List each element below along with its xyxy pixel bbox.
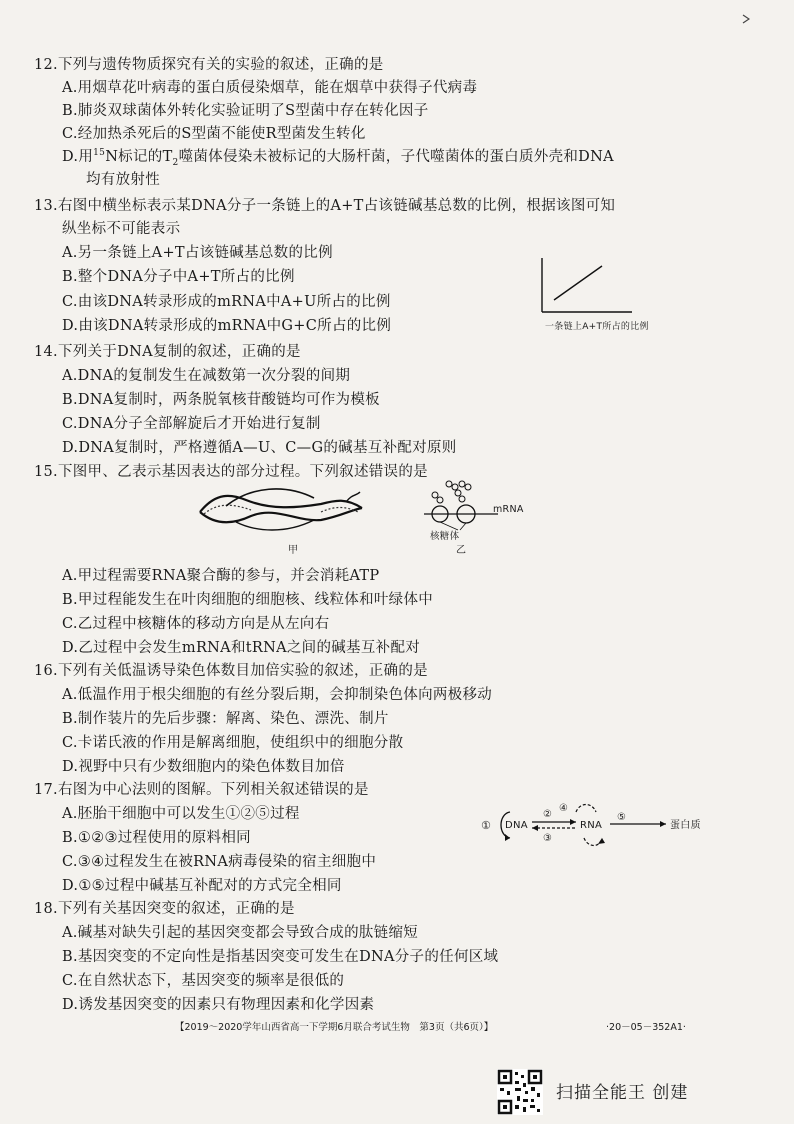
q12-option-b: B.肺炎双球菌体外转化实验证明了S型菌中存在转化因子 bbox=[62, 103, 429, 119]
q13-option-a: A.另一条链上A+T占该链碱基总数的比例 bbox=[62, 245, 333, 261]
q16-option-d: D.视野中只有少数细胞内的染色体数目加倍 bbox=[62, 759, 345, 775]
q12-d-subscript: 2 bbox=[172, 157, 179, 168]
q15-option-d: D.乙过程中会发生mRNA和tRNA之间的碱基互补配对 bbox=[62, 640, 421, 656]
q18-option-b: B.基因突变的不定向性是指基因突变可发生在DNA分子的任何区域 bbox=[62, 949, 499, 965]
q18-option-c: C.在自然状态下，基因突变的频率是很低的 bbox=[62, 973, 345, 989]
q18-option-a: A.碱基对缺失引起的基因突变都会导致合成的肽链缩短 bbox=[62, 925, 419, 941]
q16-option-b: B.制作装片的先后步骤：解离、染色、漂洗、制片 bbox=[62, 711, 389, 727]
q17-label-protein: 蛋白质 bbox=[670, 820, 701, 831]
q13-graph-xlabel: 一条链上A+T所占的比例 bbox=[545, 322, 649, 332]
q17-label-rna: RNA bbox=[580, 820, 603, 831]
q15-figure-mrna-label: mRNA bbox=[493, 504, 524, 515]
q17-label-3: ③ bbox=[543, 833, 553, 844]
q17-option-a: A.胚胎干细胞中可以发生①②⑤过程 bbox=[62, 806, 300, 822]
q15-figure-jia-transcription bbox=[196, 486, 366, 536]
q16-option-c: C.卡诺氏液的作用是解离细胞，使组织中的细胞分散 bbox=[62, 735, 404, 751]
q13-plot-line bbox=[554, 266, 602, 300]
q16-option-a: A.低温作用于根尖细胞的有丝分裂后期，会抑制染色体向两极移动 bbox=[62, 687, 493, 703]
q12-d-post: 噬菌体侵染未被标记的大肠杆菌，子代噬菌体的蛋白质外壳和DNA bbox=[178, 149, 614, 165]
q14-stem: 14.下列关于DNA复制的叙述，正确的是 bbox=[34, 344, 301, 360]
q15-figure-yi-label: 乙 bbox=[456, 545, 467, 556]
q17-label-4: ④ bbox=[559, 803, 569, 814]
q17-label-5: ⑤ bbox=[617, 812, 627, 823]
q13-option-b: B.整个DNA分子中A+T所占的比例 bbox=[62, 269, 295, 285]
q14-option-a: A.DNA的复制发生在减数第一次分裂的间期 bbox=[62, 368, 351, 384]
q14-option-b: B.DNA复制时，两条脱氧核苷酸链均可作为模板 bbox=[62, 392, 380, 408]
q16-stem: 16.下列有关低温诱导染色体数目加倍实验的叙述，正确的是 bbox=[34, 663, 428, 679]
q12-option-d bbox=[62, 147, 614, 167]
q17-label-2: ② bbox=[543, 809, 553, 820]
q12-d-pre: D.用 bbox=[62, 149, 94, 165]
q14-option-c: C.DNA分子全部解旋后才开始进行复制 bbox=[62, 416, 321, 432]
q12-stem: 12.下列与遗传物质探究有关的实验的叙述，正确的是 bbox=[34, 57, 384, 73]
q14-option-d: D.DNA复制时，严格遵循A—U、C—G的碱基互补配对原则 bbox=[62, 440, 457, 456]
footer-code: ·20－05－352A1· bbox=[606, 1022, 686, 1033]
q12-option-d-continued: 均有放射性 bbox=[86, 172, 160, 188]
scanner-watermark: 扫描全能王 创建 bbox=[556, 1083, 689, 1103]
q18-option-d: D.诱发基因突变的因素只有物理因素和化学因素 bbox=[62, 997, 375, 1013]
q18-stem: 18.下列有关基因突变的叙述，正确的是 bbox=[34, 901, 295, 917]
q13-graph-figure bbox=[536, 252, 636, 318]
q13-option-c: C.由该DNA转录形成的mRNA中A+U所占的比例 bbox=[62, 294, 391, 310]
q13-stem: 13.右图中横坐标表示某DNA分子一条链上的A+T占该链碱基总数的比例，根据该图可知 bbox=[34, 198, 616, 214]
q13-option-d: D.由该DNA转录形成的mRNA中G+C所占的比例 bbox=[62, 318, 392, 334]
q12-option-a: A.用烟草花叶病毒的蛋白质侵染烟草，能在烟草中获得子代病毒 bbox=[62, 80, 478, 96]
q12-d-mid: N标记的T bbox=[105, 149, 173, 165]
q15-option-c: C.乙过程中核糖体的移动方向是从左向右 bbox=[62, 616, 330, 632]
q13-stem-continued: 纵坐标不可能表示 bbox=[62, 221, 181, 237]
q15-option-b: B.甲过程能发生在叶肉细胞的细胞核、线粒体和叶绿体中 bbox=[62, 592, 434, 608]
q17-label-dna: DNA bbox=[505, 820, 528, 831]
q17-stem: 17.右图为中心法则的图解。下列相关叙述错误的是 bbox=[34, 782, 369, 798]
q15-stem: 15.下图甲、乙表示基因表达的部分过程。下列叙述错误的是 bbox=[34, 464, 428, 480]
qr-code-icon bbox=[497, 1069, 543, 1115]
q15-figure-ribosome-label: 核糖体 bbox=[430, 531, 460, 542]
page-corner-mark bbox=[742, 14, 750, 24]
q17-label-1: ① bbox=[481, 819, 492, 832]
q15-figure-jia-label: 甲 bbox=[288, 545, 299, 556]
q12-option-c: C.经加热杀死后的S型菌不能使R型菌发生转化 bbox=[62, 126, 366, 142]
q12-d-isotope: 15 bbox=[93, 148, 106, 159]
q17-option-b: B.①②③过程使用的原料相同 bbox=[62, 830, 251, 846]
q17-option-d: D.①⑤过程中碱基互补配对的方式完全相同 bbox=[62, 878, 342, 894]
q15-option-a: A.甲过程需要RNA聚合酶的参与，并会消耗ATP bbox=[62, 568, 380, 584]
footer-exam-info: 【2019～2020学年山西省高一下学期6月联合考试生物 第3页（共6页）】 bbox=[175, 1022, 494, 1033]
q17-option-c: C.③④过程发生在被RNA病毒侵染的宿主细胞中 bbox=[62, 854, 377, 870]
